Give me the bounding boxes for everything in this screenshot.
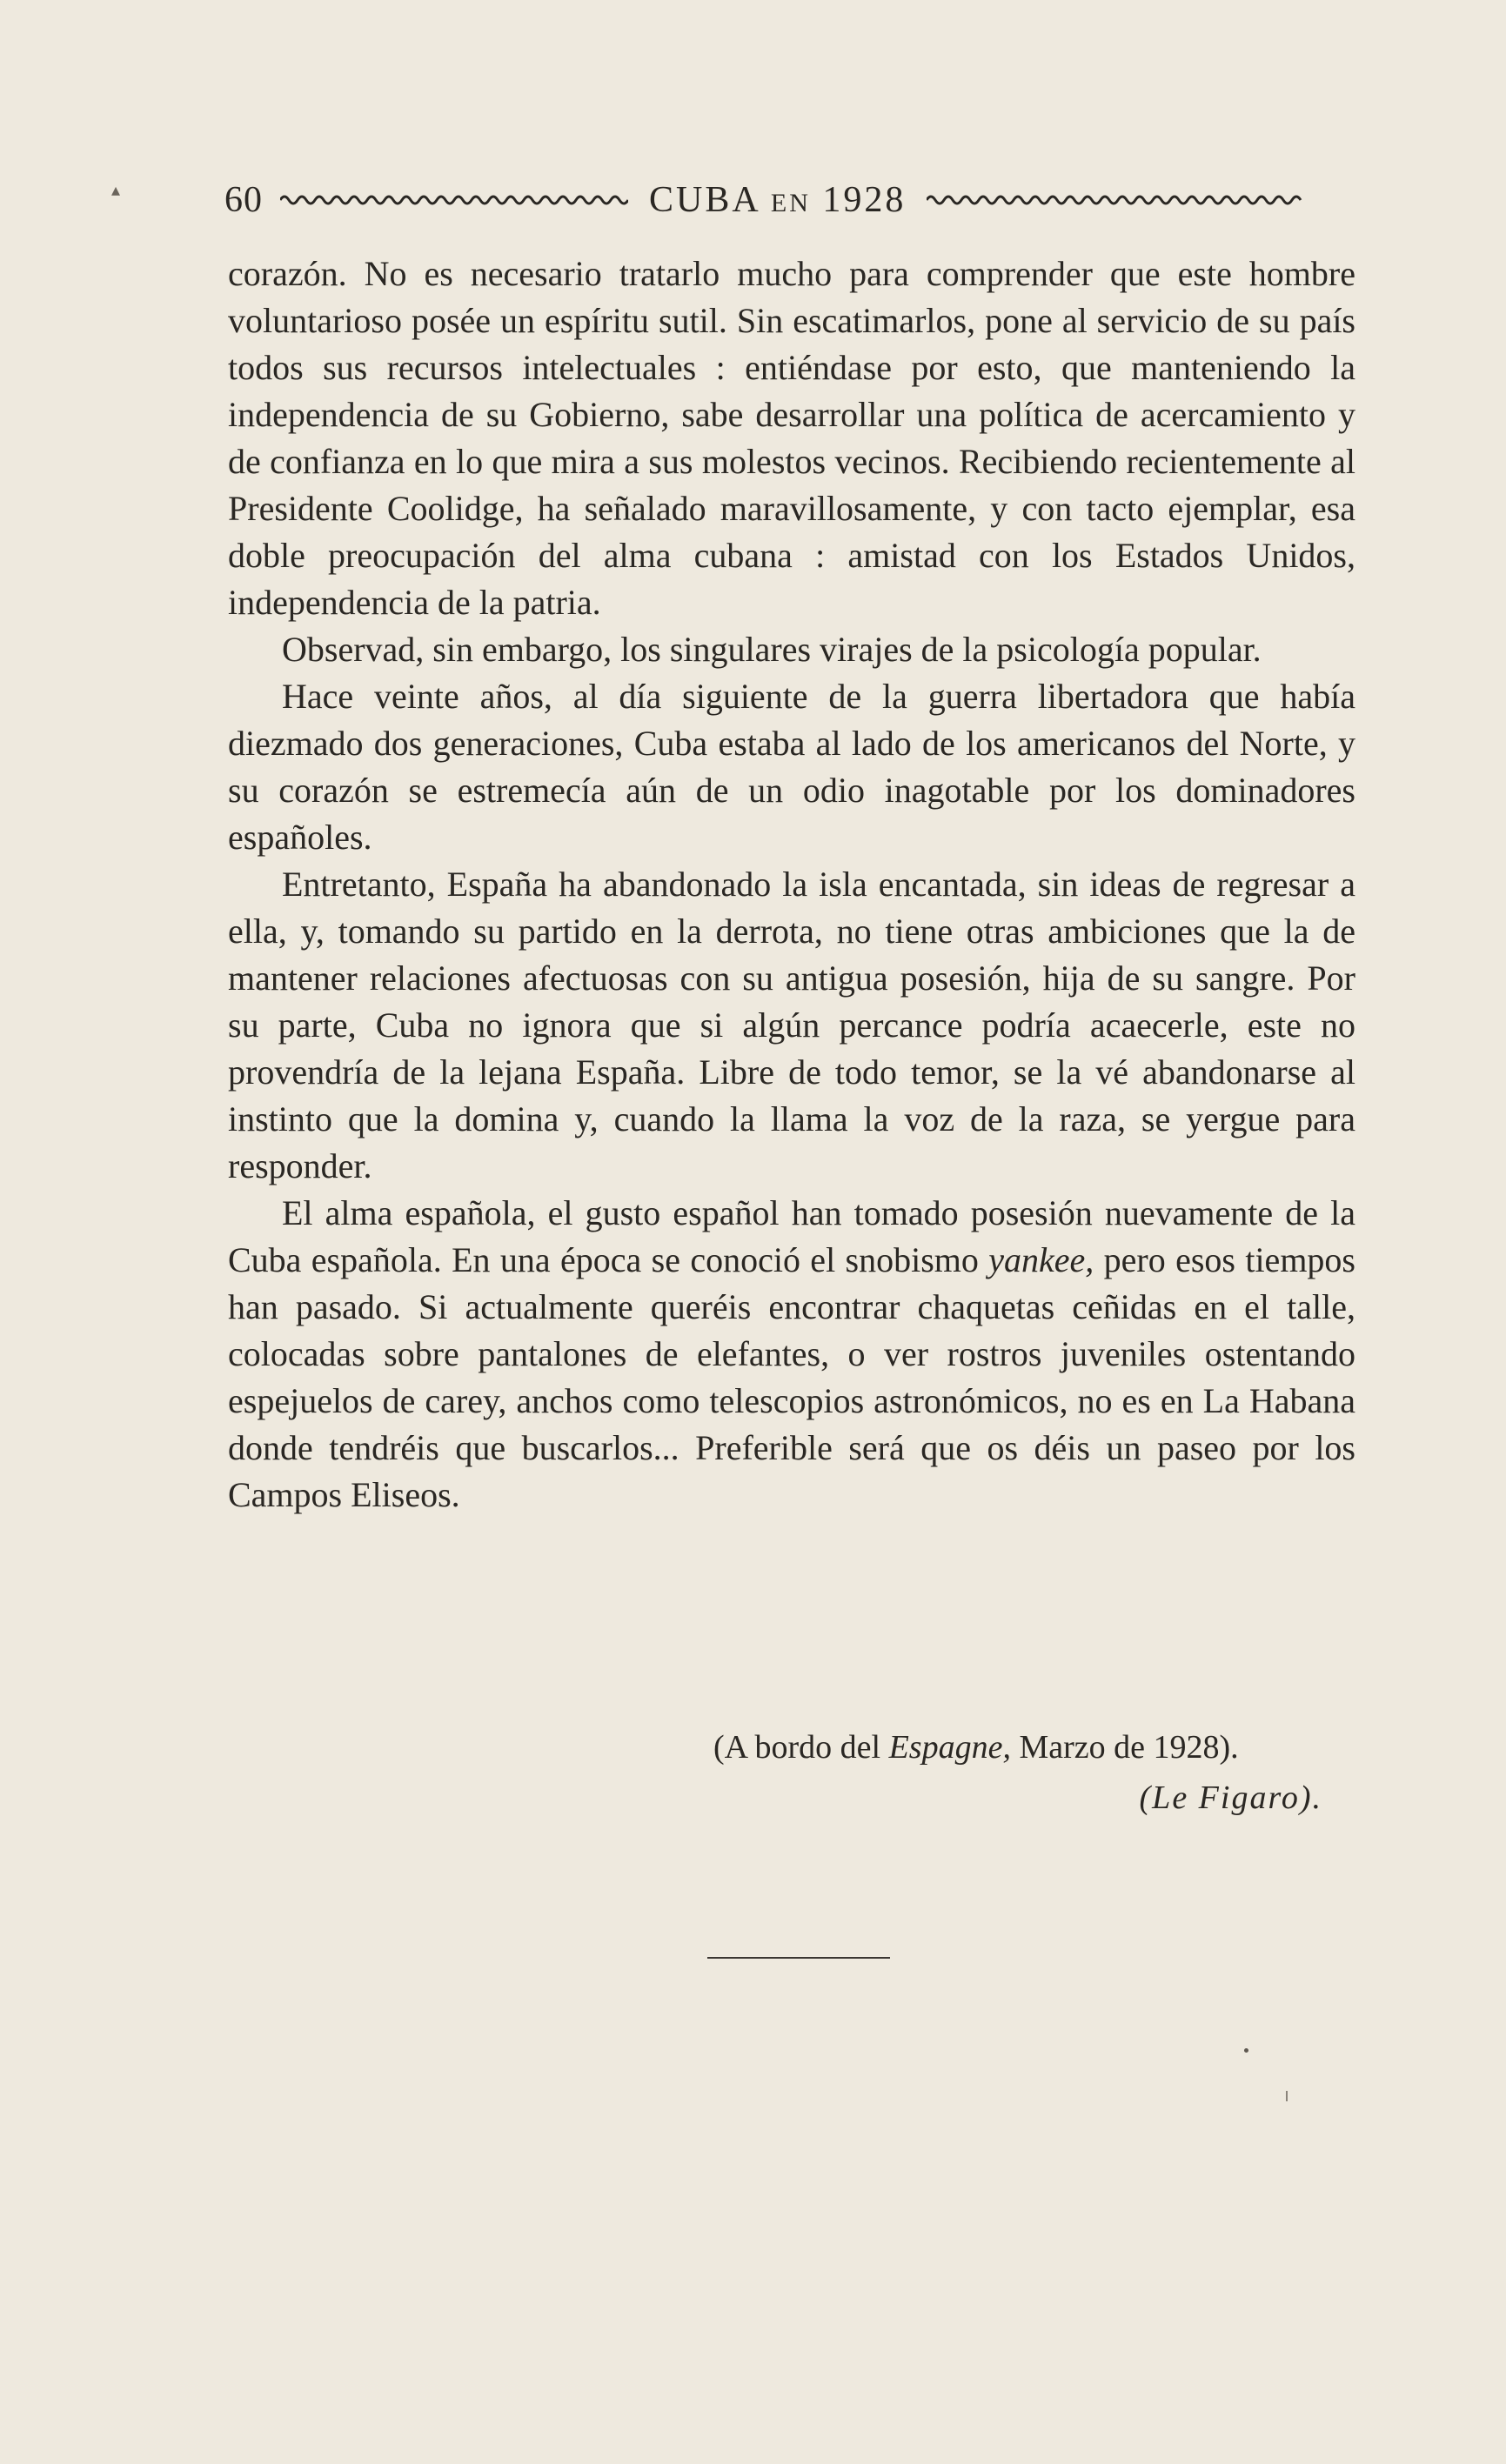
paper-speck [1286,2091,1288,2101]
paragraph-4: Entretanto, España ha abandonado la isla encantada, sin ideas de regresar a ella, y, tomando su partido en la derrota, no tiene otras ambiciones que la de mantener relaciones afectuosas con su antigua posesión, hija de su sangre. Por su parte, Cuba no ignora que si algún percance podría acaecerle, este no provendría de la lejana España. Libre de todo temor, se la vé abandonarse al instinto que la domina y, cuando la llama la voz de la raza, se yergue para responder. [228,865,1355,1185]
signature-block [713,1722,1322,1823]
source-credit: (Le Figaro). [1139,1780,1322,1816]
wavy-ornament-left [280,191,628,209]
running-title [649,179,906,221]
dateline-ship: Espagne, [888,1729,1011,1766]
paragraph-2: Observad, sin embargo, los singulares virajes de la psicología popular. [282,630,1262,669]
paragraph-5-before: El alma española, el gusto español han tomado posesión nuevamente de la Cuba española. En una época se conoció el snobismo [228,1193,1355,1279]
paragraph-5 [228,1190,1355,1519]
paragraph-3: Hace veinte años, al día siguiente de la guerra libertadora que había diezmado dos generaciones, Cuba estaba al lado de los americanos del Norte, y su corazón se estremecía aún de un odio inagotable por los dominadores españoles. [228,677,1355,857]
paragraph-1: corazón. No es necesario tratarlo mucho para comprender que este hombre voluntarioso posée un espíritu sutil. Sin escatimarlos, pone al servicio de su país todos sus recursos intelectuales : entiéndase por esto, que manteniendo la independencia de su Gobierno, sabe desarrollar una política de acercamiento y de confianza en lo que mira a sus molestos vecinos. Recibiendo recientemente al Presidente Coolidge, ha señalado maravillosamente, y con tacto ejemplar, esa doble preocupación del alma cubana : amistad con los Estados Unidos, independencia de la patria. [228,254,1355,622]
running-header [224,174,1355,226]
page-number: 60 [224,180,263,220]
dateline-suffix: Marzo de 1928). [1010,1729,1239,1766]
paragraph-5-italic: yankee, [988,1240,1094,1279]
running-title-year: 1928 [822,180,907,220]
body-text [228,250,1355,1519]
paragraph-5-after: pero esos tiempos han pasado. Si actualmente queréis encontrar chaquetas ceñidas en el talle, colocadas sobre pantalones de elefantes, o ver rostros juveniles ostentando espejuelos de carey, anchos como telescopios astronómicos, no es en La Habana donde tendréis que buscarlos... Preferible será que os déis un paseo por los Campos Eliseos. [228,1240,1355,1514]
end-rule [707,1957,890,1959]
paper-speck [1244,2048,1248,2053]
dateline [713,1722,1322,1773]
dateline-prefix: (A bordo del [713,1729,889,1766]
wavy-ornament-right [927,191,1305,209]
running-title-en: EN [770,189,811,217]
margin-mark: ▴ [111,181,121,200]
running-title-main: CUBA [649,180,760,220]
